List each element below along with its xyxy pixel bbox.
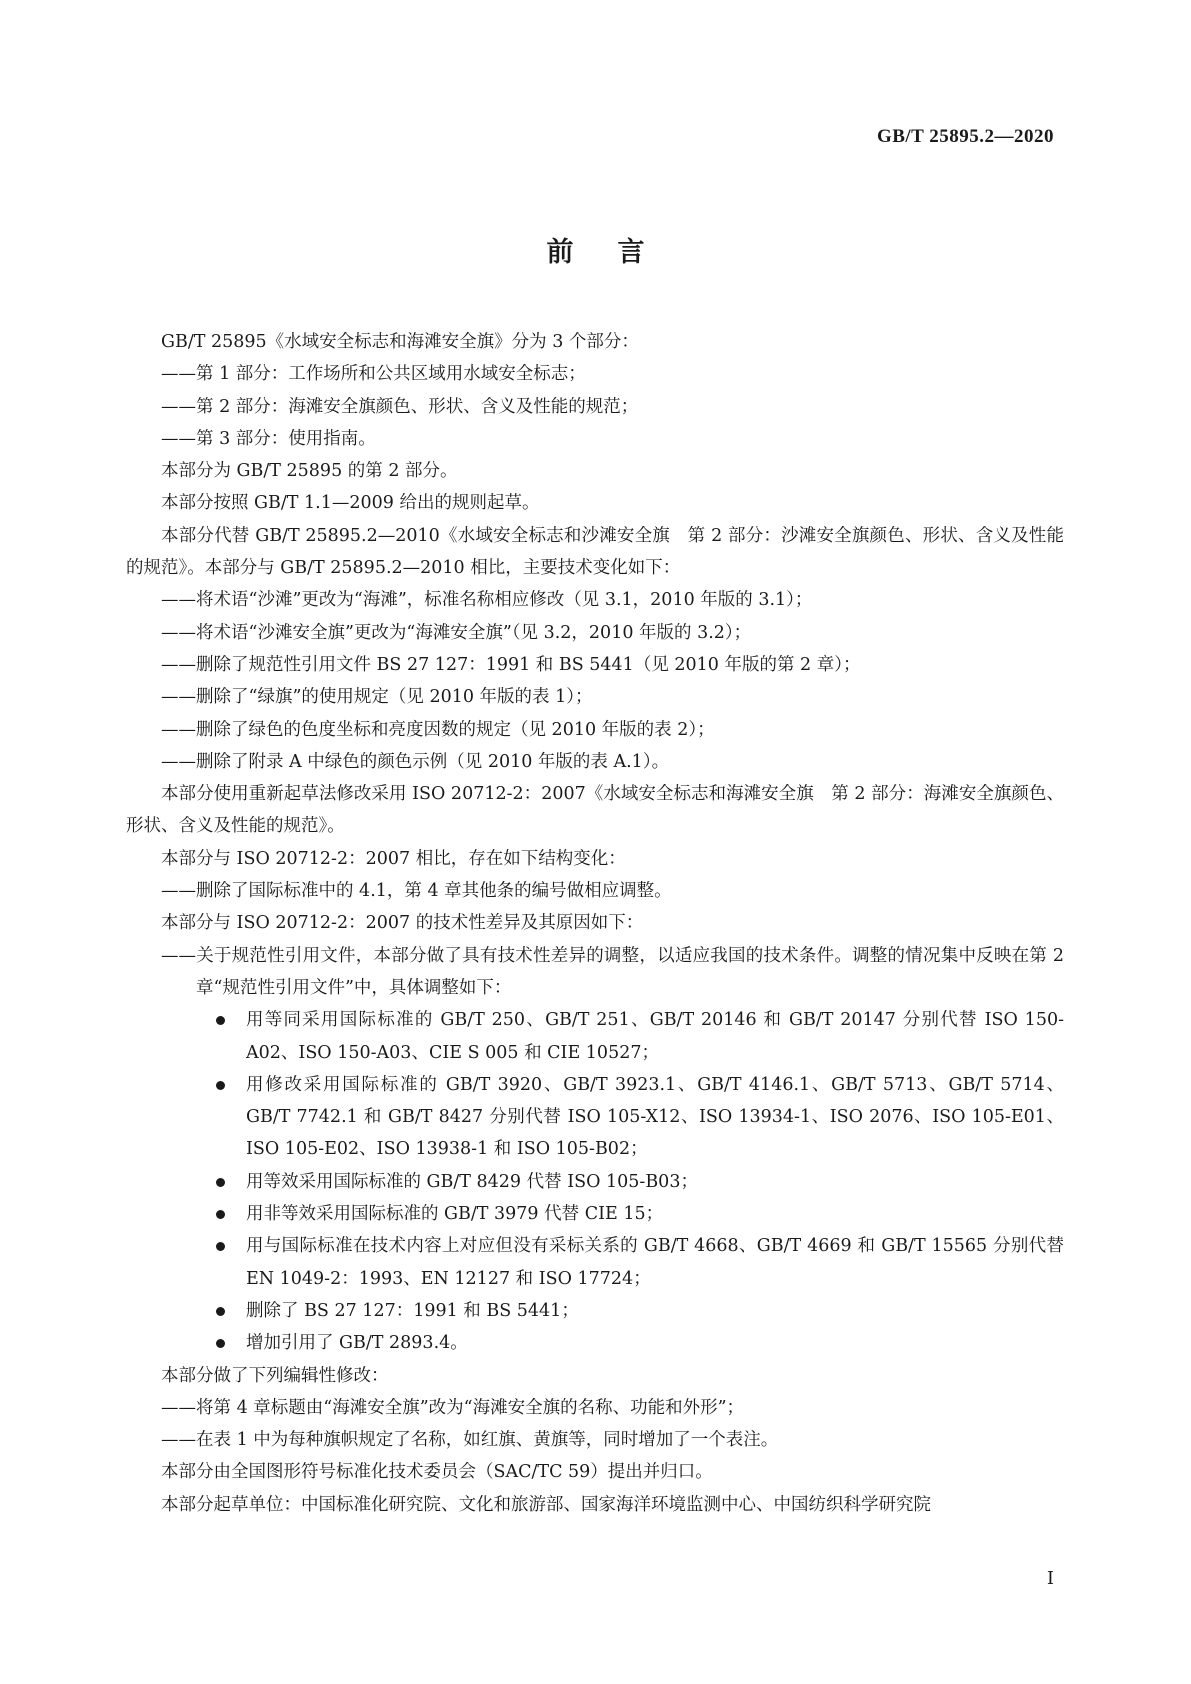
part-item: ——第 1 部分：工作场所和公共区域用水域安全标志； [161,364,586,385]
page-number: I [1046,1568,1054,1589]
part-item: ——第 2 部分：海滩安全旗颜色、形状、含义及性能的规范； [161,396,639,417]
editorial-change-item: ——将第 4 章标题由“海滩安全旗”改为“海滩安全旗的名称、功能和外形”； [161,1397,745,1418]
reference-adjustment-list [126,1004,1064,1359]
part-of-paragraph: 本部分为 GB/T 25895 的第 2 部分。 [161,461,458,482]
list-item [126,1069,1064,1166]
standard-code: GB/T 25895.2—2020 [876,126,1054,147]
proposed-by-paragraph: 本部分由全国图形符号标准化技术委员会（SAC/TC 59）提出并归口。 [161,1462,713,1483]
list-item-text: 用等效采用国际标准的 GB/T 8429 代替 ISO 105-B03； [246,1171,698,1192]
technical-difference-item: ——关于规范性引用文件，本部分做了具有技术性差异的调整，以适应我国的技术条件。调整的情况集中反映在第 2 章“规范性引用文件”中，具体调整如下： [161,945,1064,998]
list-item-text: 删除了 BS 27 127：1991 和 BS 5441； [246,1300,579,1321]
part-item: ——第 3 部分：使用指南。 [161,428,376,449]
list-item [126,1004,1064,1069]
bullet-icon [216,1339,225,1348]
bullet-icon [216,1016,225,1025]
structure-paragraph: 本部分与 ISO 20712-2：2007 相比，存在如下结构变化： [161,848,626,869]
list-item [126,1327,1064,1359]
intro-paragraph: GB/T 25895《水域安全标志和海滩安全旗》分为 3 个部分： [161,332,639,352]
structure-change-item: ——删除了国际标准中的 4.1，第 4 章其他条的编号做相应调整。 [161,881,672,902]
editorial-change-item: ——在表 1 中为每种旗帜规定了名称，如红旗、黄旗等，同时增加了一个表注。 [161,1430,779,1451]
page-title: 前言 [546,237,689,268]
editorial-paragraph: 本部分做了下列编辑性修改： [161,1365,389,1386]
technical-difference-paragraph: 本部分与 ISO 20712-2：2007 的技术性差异及其原因如下： [161,913,644,934]
list-item [126,1295,1064,1327]
list-item [126,1166,1064,1198]
list-item [126,1230,1064,1295]
technical-change-item: ——删除了附录 A 中绿色的颜色示例（见 2010 年版的表 A.1）。 [161,751,670,772]
adoption-paragraph: 本部分使用重新起草法修改采用 ISO 20712-2：2007《水域安全标志和海滩安全旗 第 2 部分：海滩安全旗颜色、形状、含义及性能的规范》。 [126,784,1064,837]
bullet-icon [216,1081,225,1090]
bullet-icon [216,1178,225,1187]
list-item-text: 用非等效采用国际标准的 GB/T 3979 代替 CIE 15； [246,1204,664,1225]
bullet-icon [216,1307,225,1316]
technical-change-item: ——删除了“绿旗”的使用规定（见 2010 年版的表 1）； [161,687,593,708]
list-item-text: 增加引用了 GB/T 2893.4。 [246,1333,468,1354]
bullet-icon [216,1210,225,1219]
technical-change-item: ——将术语“沙滩”更改为“海滩”，标准名称相应修改（见 3.1，2010 年版的 3.1）； [161,590,813,611]
foreword-body [126,326,1064,1521]
bullet-icon [216,1242,225,1251]
drafting-units-paragraph: 本部分起草单位：中国标准化研究院、文化和旅游部、国家海洋环境监测中心、中国纺织科学研究院 [161,1494,931,1515]
technical-change-item: ——将术语“沙滩安全旗”更改为“海滩安全旗”（见 3.2，2010 年版的 3.2）； [161,622,752,643]
technical-change-item: ——删除了绿色的色度坐标和亮度因数的规定（见 2010 年版的表 2）； [161,719,715,740]
technical-change-item: ——删除了规范性引用文件 BS 27 127：1991 和 BS 5441（见 2010 年版的第 2 章）； [161,654,861,675]
list-item [126,1198,1064,1230]
list-item-text: 用修改采用国际标准的 GB/T 3920、GB/T 3923.1、GB/T 4146.1、GB/T 5713、GB/T 5714、GB/T 7742.1 和 GB/T 8427 分别代替 ISO 105-X12、ISO 13934-1、ISO 2076、ISO 105-E01、ISO 105-E02、ISO 13938-1 和 ISO 105-B02； [246,1074,1064,1160]
list-item-text: 用等同采用国际标准的 GB/T 250、GB/T 251、GB/T 20146 和 GB/T 20147 分别代替 ISO 150-A02、ISO 150-A03、CIE S 005 和 CIE 10527； [246,1010,1064,1063]
drafting-rules-paragraph: 本部分按照 GB/T 1.1—2009 给出的规则起草。 [161,493,540,514]
list-item-text: 用与国际标准在技术内容上对应但没有采标关系的 GB/T 4668、GB/T 4669 和 GB/T 15565 分别代替 EN 1049-2：1993、EN 12127 和 ISO 17724； [246,1236,1064,1289]
replaces-paragraph: 本部分代替 GB/T 25895.2—2010《水域安全标志和沙滩安全旗 第 2 部分：沙滩安全旗颜色、形状、含义及性能的规范》。本部分与 GB/T 25895.2—2010 相比，主要技术变化如下： [126,525,1064,579]
